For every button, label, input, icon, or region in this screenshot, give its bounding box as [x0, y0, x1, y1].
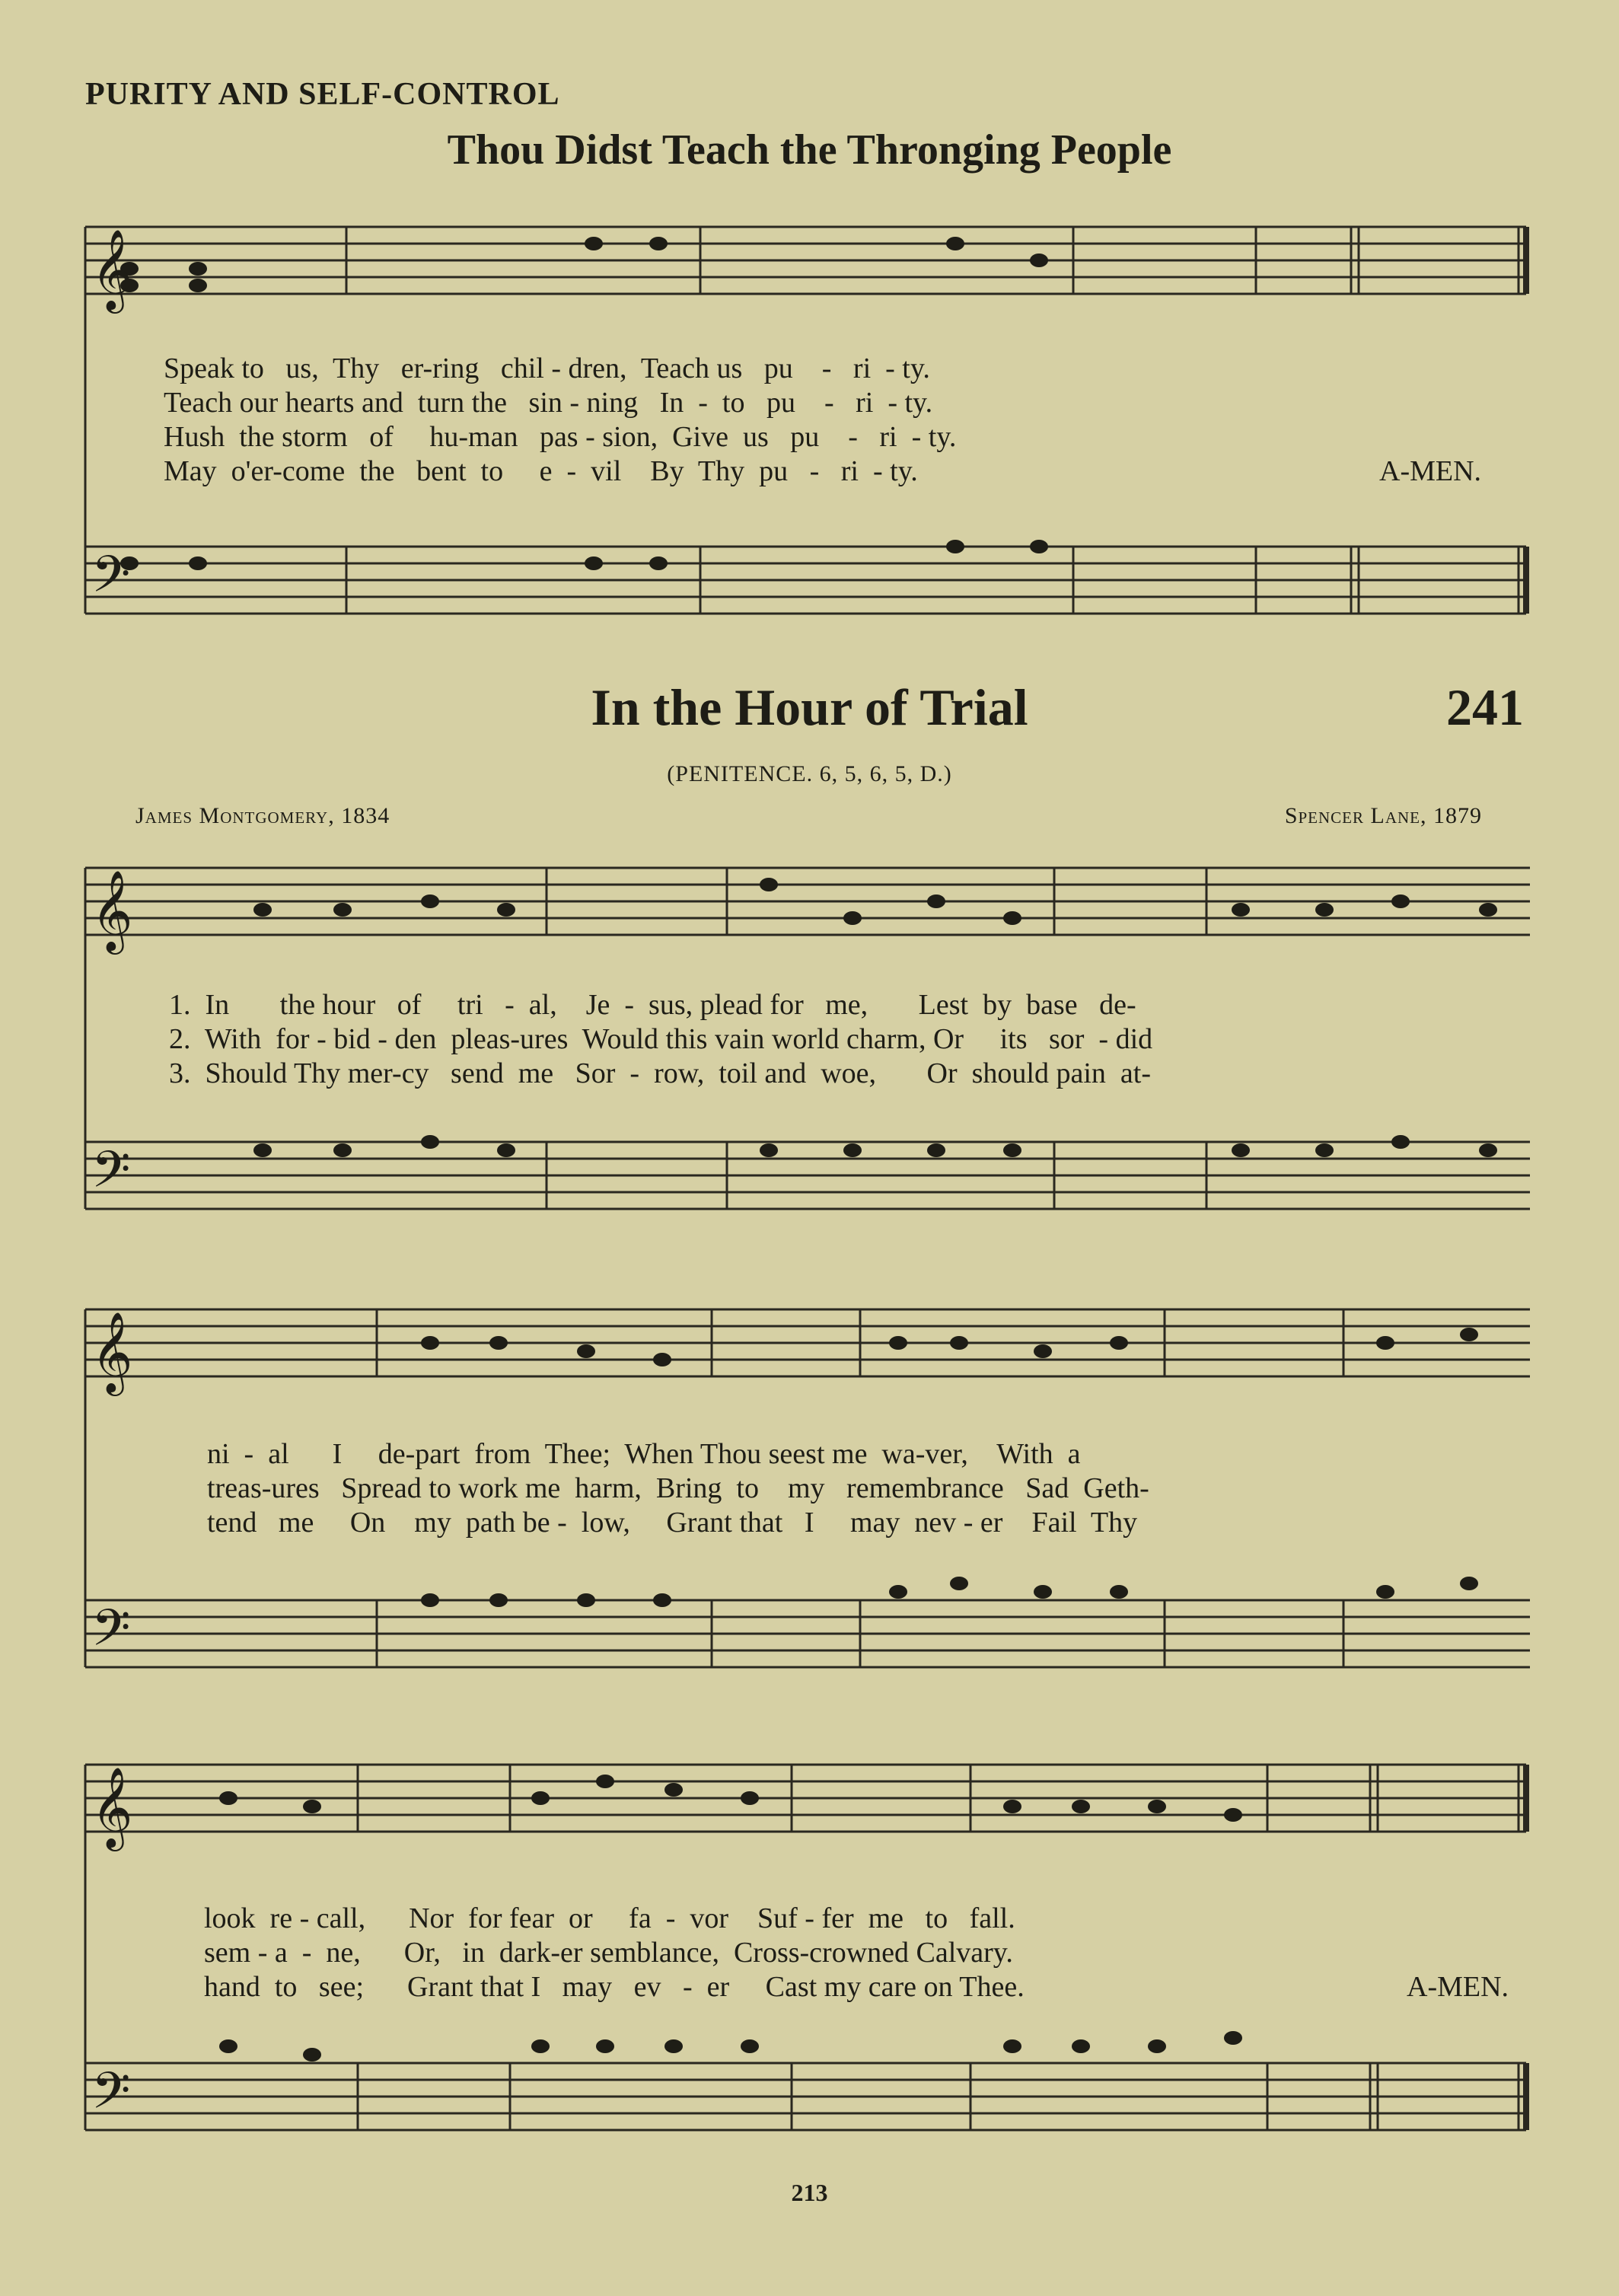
system1-line-2: 2. With for - bid - den pleas-ures Would this vain world charm, Or its sor - did — [169, 1023, 1153, 1055]
svg-text:𝄞: 𝄞 — [91, 1766, 133, 1848]
staff-s3-bass — [85, 2063, 1526, 2130]
system1-line-3: 3. Should Thy mer-cy send me Sor - row, toil and woe, Or should pain at- — [169, 1057, 1151, 1089]
system2-line-2: treas-ures Spread to work me harm, Bring to my remembrance Sad Geth- — [207, 1472, 1149, 1504]
hymn-number: 241 — [1446, 678, 1524, 736]
svg-text:𝄢: 𝄢 — [91, 1140, 131, 1211]
hymn-author: James Montgomery, 1834 — [135, 803, 390, 828]
clefs — [91, 228, 132, 2132]
system3-line-2: sem - a - ne, Or, in dark-er semblance, Cross-crowned Calvary. — [204, 1937, 1013, 1969]
svg-text:𝄞: 𝄞 — [91, 228, 133, 310]
system3-line-3: hand to see; Grant that I may ev - er Cast my care on Thee. — [204, 1971, 1025, 2003]
hymn-title-main: In the Hour of Trial — [591, 678, 1028, 736]
svg-text:𝄢: 𝄢 — [91, 2062, 131, 2132]
hymn-top-verse-4: May o'er-come the bent to e - vil By Thy pu - ri - ty. — [164, 455, 918, 487]
staff-s2-bass — [85, 1600, 1530, 1667]
system3-line-1: look re - call, Nor for fear or fa - vor Suf - fer me to fall. — [204, 1902, 1015, 1934]
staff-top-treble — [85, 227, 1526, 294]
hymn-top-amen: A-MEN. — [1379, 455, 1482, 487]
hymn-composer: Spencer Lane, 1879 — [1284, 803, 1482, 828]
system1-line-1: 1. In the hour of tri - al, Je - sus, plead for me, Lest by base de- — [169, 989, 1136, 1021]
svg-text:𝄢: 𝄢 — [91, 545, 131, 616]
system2-line-3: tend me On my path be - low, Grant that I may nev - er Fail Thy — [207, 1507, 1138, 1539]
hymn-main-amen: A-MEN. — [1407, 1971, 1509, 2003]
svg-text:𝄞: 𝄞 — [91, 1311, 133, 1392]
hymn-top-verse-3: Hush the storm of hu-man pas - sion, Give us pu - ri - ty. — [164, 421, 957, 453]
hymn-top-verse-1: Speak to us, Thy er-ring chil - dren, Teach us pu - ri - ty. — [164, 352, 930, 384]
tune-name: (PENITENCE. 6, 5, 6, 5, D.) — [667, 761, 952, 786]
page-number: 213 — [791, 2179, 828, 2206]
system2-line-1: ni - al I de-part from Thee; When Thou seest me wa-ver, With a — [207, 1438, 1081, 1470]
section-heading: PURITY AND SELF-CONTROL — [85, 77, 560, 112]
staff-s1-bass — [85, 1142, 1530, 1209]
hymn-top-verse-2: Teach our hearts and turn the sin - ning In - to pu - ri - ty. — [164, 387, 933, 419]
svg-text:𝄢: 𝄢 — [91, 1599, 131, 1669]
hymn-title-top: Thou Didst Teach the Thronging People — [447, 126, 1172, 174]
svg-text:𝄞: 𝄞 — [91, 869, 133, 951]
noteheads — [120, 237, 1497, 2062]
